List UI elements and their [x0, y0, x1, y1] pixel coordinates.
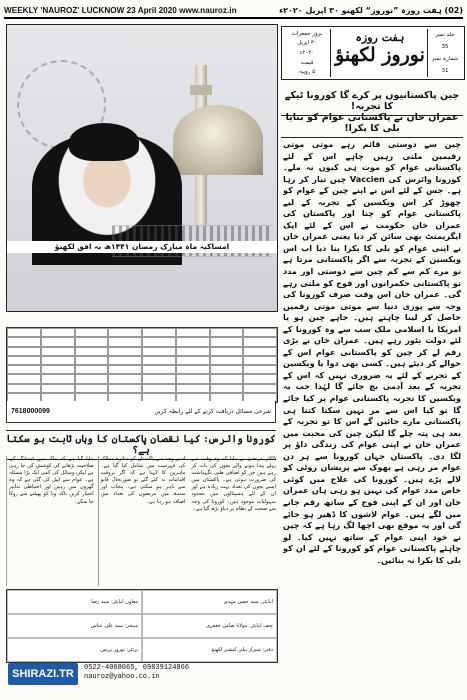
cleric-turban [69, 123, 139, 161]
calendar-cell [108, 384, 142, 393]
headline-1: چین پاکستانیوں پر کرے گا کورونا ٹیکے کا تجربہ! [281, 90, 463, 116]
headline-2: عمران خان نے پاکستانی عوام کو بنایا بلی کا بکرا! [281, 112, 463, 138]
staff-entry: منیجر: سید علی عباس [7, 614, 142, 638]
calendar-cell [243, 337, 277, 346]
calendar-cell [243, 356, 277, 365]
staff-entry: دفتر: شیراز پبلی کیشنز لکھنؤ [142, 638, 277, 662]
calendar-cell [108, 374, 142, 383]
calendar-note: شرعی مسائل دریافت کرنے کے لئے رابطہ کریں [154, 408, 271, 415]
price-label: قیمت [300, 59, 314, 66]
ramadan-calendar-table [6, 327, 278, 403]
issue-volume: 35 [441, 44, 449, 50]
calendar-cell [210, 384, 244, 393]
issue-info-label: جلد نمبر [435, 32, 455, 38]
calendar-cell [210, 328, 244, 337]
calendar-cell [7, 328, 41, 337]
issue-date: ۳۰ اپریل [297, 40, 317, 47]
calendar-phone: 7618000099 [11, 408, 50, 415]
calendar-cell [176, 328, 210, 337]
calendar-cell [243, 384, 277, 393]
issue-dates [284, 29, 331, 77]
main-article-body: چین سے دوستی قائم رہے موتی موتی رقیمین ملتی رہیں چاہے اس کے لئے پاکستانی عوام کو موت ہی کیوں نہ ملے۔ کورونا وائرس کی Vaccien چین تیار کر رہا ہے۔ جس کے لئے اس نے اپنے چین کے عوام کو چھوڑ کر اس ویکسین کے تجربہ کے لیے پاکستانی عوام کو چنا اور پاکستان کی عمران خان حکومت نے اس کے لئے ایک ایگریمنٹ بھی سائن کر دیا یعنی عمران خان نے اپنی عوام کو بلی کا بکرا بنا دیا اب اس ویکسین کے تجربہ سے اگر پاکستانی مرتا ہے تو مرے کم سے کم چین سے دوستی اور مدد تو پاکستانی حکمرانوں اور فوج کو ملتی رہے گی۔ عمران خان اس وقت صرف کورونا کی وجہ سے پوری دنیا سے موتی موتی رقمیں حاصل کر لینا چاہتے ہیں۔ جاہے چین ہو یا امریکا یا اسلامی ملک سب سے وہ کورونا کے لئے دولت بٹور رہے ہیں۔ عمران خان نے بڑی رقم لے کر چین کو پاکستانی عوام اس کے حوالے کر دیئے ہیں۔ کسی بھی دوا یا ویکسین کے تجربے کے لئے یہ ضروری نہیں کہ اس کے تجربہ کے بعد آدمی بچ جائے گا لہٰذا جب یہ ویکسین کا تجربہ پاکستانی عوام پر کیا جائے گا تو کیا اس سے مر نہیں سکتا کتنا ہی پاکستانی مارے جائیں گے اس کا تو تجربہ کے بعد ہی پتہ چلے گا لیکن چین کی محبت میں عمران خان نے اپنی عوام کی زندگی داؤ پر لگا دی۔ پاکستان جہاں کورونا سے ہر دن عوام مر رہی ہے بھوک سے پریشان روٹی کو لالے پڑے ہیں۔ کورونا کی علاج میں کوئی خاص مدد عوام کی نہیں ہو رہی ہاں عمران خان اور ان کے اپنی فوج کے ساتھ رقم جانے میں لگے ہیں۔ عوام لاشوں کا ڈھیر ہو جائے گی اور یہ موقع بھی اچھا لگ رہا ہے کہ چین نے خود اپنی عوام کے ساتھ نہیں کیا۔ لو چاہئے پاکستانی عوام کو کورونا کے لئے ان کو بلی کا بکرا نہ بنائیں۔ [283, 139, 461, 565]
article-columns [6, 456, 276, 586]
calendar-cell [41, 374, 75, 383]
calendar-cell [243, 365, 277, 374]
calendar-cell [41, 384, 75, 393]
article-title: کورونا وائرس: کیا نقصان پاکستان کا وہاں ثابت ہو سکتا ہے؟ [6, 430, 276, 460]
calendar-cell [142, 365, 176, 374]
contact-phone: 0522-4068065, 09839124866 [84, 664, 190, 672]
calendar-cell [108, 347, 142, 356]
calendar-cell [41, 365, 75, 374]
calendar-cell [7, 347, 41, 356]
calendar-cell [142, 328, 176, 337]
title-line-1: ہفت روزہ [355, 31, 405, 44]
calendar-footer [6, 401, 276, 423]
calendar-cell [176, 356, 210, 365]
price-value: ۵ روپیہ [298, 69, 316, 76]
calendar-cell [210, 347, 244, 356]
calendar-cell [108, 365, 142, 374]
article-column: اسی وجہ سے پاکستان کو متاثرہ ممالک کی فہرست میں شامل کیا گیا ہے۔ ماہرین کا کہنا ہے کہ اگر بروقت اقدامات نہ کئے گئے تو صورتحال قابو سے باہر ہو سکتی ہے۔ پنجاب اور سندھ میں مریضوں کی تعداد میں اضافہ ہو رہا ہے۔ [98, 456, 186, 586]
calendar-cell [176, 347, 210, 356]
calendar-cell [210, 356, 244, 365]
calendar-cell [243, 347, 277, 356]
article-column: ڈاکٹر مرتضیٰ نے بتایا کہ وہ وقت سے پہلے پیدا ہونے والے بچوں کی بات کر رہے ہیں جن کو اضافی طبی نگہداشت کی ضرورت ہوتی ہے۔ پاکستان میں ایسے بچوں کی تعداد بہت زیادہ ہے اور ان کے لئے ہسپتالوں میں محدود سہولیات موجود ہیں۔ کورونا کی وجہ سے صحت کے نظام پر دباؤ بڑھ گیا ہے۔ [191, 456, 277, 512]
calendar-cell [75, 328, 109, 337]
calendar-title: امساکیہ ماہ مبارک رمضان ۱۴۴۱ھ بہ افق لکھنؤ [7, 241, 277, 253]
masthead [281, 26, 465, 80]
calendar-cell [7, 337, 41, 346]
calendar-cell [75, 384, 109, 393]
staff-box [6, 589, 278, 663]
calendar-cell [210, 365, 244, 374]
calendar-cell [243, 328, 277, 337]
contact-info [84, 664, 276, 682]
calendar-cell [75, 365, 109, 374]
title-line-2: نوروز لکھنؤ [335, 44, 425, 66]
calendar-cell [75, 347, 109, 356]
calendar-cell [75, 337, 109, 346]
calendar-cell [7, 374, 41, 383]
shirazi-logo: SHIRAZI.TR [8, 663, 78, 685]
calendar-cell [176, 374, 210, 383]
calendar-cell [142, 337, 176, 346]
calendar-cell [75, 374, 109, 383]
calendar-cell [41, 356, 75, 365]
issue-year: ۲۰۲۰ء [299, 49, 315, 56]
calendar-cell [41, 347, 75, 356]
calendar-cell [7, 384, 41, 393]
calendar-cell [108, 337, 142, 346]
calendar-cell [108, 356, 142, 365]
calendar-cell [176, 365, 210, 374]
staff-entry: معاون ایڈیٹر: سید رضا [7, 590, 142, 614]
calendar-cell [41, 328, 75, 337]
calendar-cell [243, 374, 277, 383]
calendar-cell [210, 374, 244, 383]
calendar-cell [210, 337, 244, 346]
staff-entry: پرنٹر: نوروز پریس [7, 638, 142, 662]
calendar-cell [41, 337, 75, 346]
staff-entry: ایڈیٹر: سید حسن مہدی [142, 590, 277, 614]
contact-email: nauroz@yahoo.co.in [84, 673, 160, 681]
header-right: (02) ہفت روزہ ”نوروز“ لکھنو ۳۰ اپریل ۲۰۲۰ء [279, 5, 463, 15]
newspaper-title [334, 31, 426, 66]
page-header [4, 3, 463, 19]
calendar-cell [142, 374, 176, 383]
calendar-cell [7, 365, 41, 374]
calendar-cell [142, 347, 176, 356]
calendar-cell [7, 356, 41, 365]
issue-number: 31 [441, 68, 449, 74]
issue-info [427, 29, 462, 77]
shrine-dome-graphic [173, 105, 263, 175]
staff-entry: چیف ایڈیٹر: مولانا ضامن جعفری [142, 614, 277, 638]
issue-info-label: شمارہ نمبر [431, 56, 459, 62]
issue-day: بروز جمعرات [291, 30, 323, 37]
article-column: بتایا گیا ہے کہ ملک میں ٹیسٹنگ کی صلاحیت بڑھانے کی کوشش کی جا رہی ہے لیکن وسائل کی کمی ایک بڑا مسئلہ ہے۔ عوام سے اپیل کی گئی ہے کہ وہ گھروں میں رہیں اور احتیاطی تدابیر اختیار کریں تاکہ وبا کو پھیلنے سے روکا جا سکے۔ [6, 456, 94, 586]
calendar-cell [142, 356, 176, 365]
header-left: WEEKLY 'NAUROZ' LUCKNOW 23 April 2020 www.nauroz.in [4, 5, 237, 15]
calendar-cell [142, 384, 176, 393]
calendar-cell [176, 384, 210, 393]
calendar-cell [108, 328, 142, 337]
calendar-cell [75, 356, 109, 365]
calendar-cell [176, 337, 210, 346]
religious-banner-image [6, 24, 278, 312]
